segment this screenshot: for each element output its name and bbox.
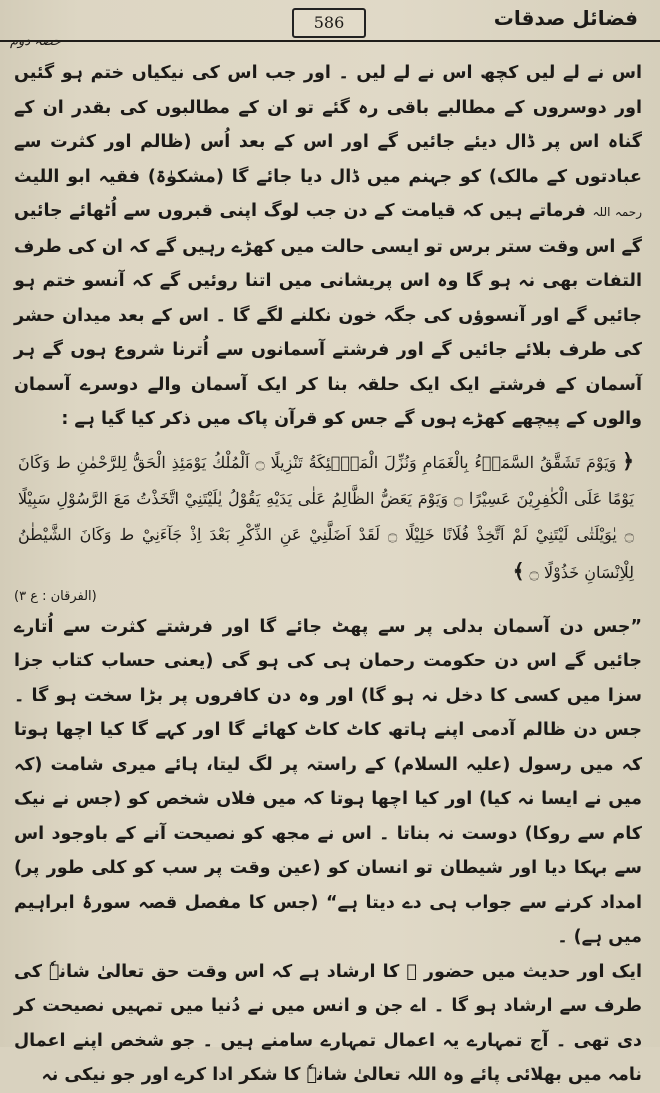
paragraph-1-text: اس نے لے لیں کچھ اس نے لے لیں ۔ اور جب اس کی نیکیاں ختم ہو گئیں اور دوسروں کے مطالبے باقی رہ گئے تو ان کے مطالبوں کی بقدر ان کے گناہ اس پر ڈال دیئے جائیں گے اور اس کے بعد اُس (ظالم اور کثرت سے عبادتوں کے مالک) کو جہنم میں ڈال دیا جائے گا (مشکوٰۃ) فقیہ ابو اللیث	[14, 63, 642, 187]
ornate-bracket-open: ﴿	[622, 448, 634, 473]
header-divider	[0, 40, 660, 42]
paragraph-translation: ”جس دن آسمان بدلی پر سے پھٹ جائے گا اور فرشتے کثرت سے اُتارے جائیں گے اس دن حکومت رحمان ہی کی ہو گی (یعنی حساب کتاب جزا سزا میں کسی کا دخل نہ ہو گا) اور وہ دن کافروں پر بڑا سخت ہو گا ۔ جس دن ظالم آدمی اپنے ہاتھ کاٹ کاٹ کھائے گا اور کہے گا کیا اچھا ہوتا کہ میں رسول (علیہ السلام) کے راستہ پر لگ لیتا، ہائے میری شامت (کہ میں نے ایسا نہ کیا) اور کیا اچھا ہوتا کہ میں فلاں شخص کو (جس نے نیک کام سے روکا) دوست نہ بناتا ۔ اس نے مجھ کو نصیحت آنے کے باوجود اس سے بہکا دیا اور شیطان تو انسان کو (عین وقت پر سب کو کلی طور پر) امداد کرنے سے جواب ہی دے دیتا ہے“ (جس کا مفصل قصہ سورۂ ابراہیم میں ہے) ۔	[14, 616, 642, 947]
page-body	[14, 56, 642, 1093]
section-label: حصہ دوم	[10, 34, 62, 49]
page-header	[0, 0, 660, 49]
ornate-bracket-close: ﴾	[512, 558, 525, 583]
book-title: فضائل صدقات	[493, 6, 638, 30]
quran-verse-text: وَيَوْمَ تَشَقَّقُ السَّمَاۤءُ بِالْغَمَامِ وَنُزِّلَ الْمَلٰۤئِكَةُ تَنْزِيلًا ۝ اَلْمُلْكُ يَوْمَئِذِ الْحَقُّ لِلرَّحْمٰنِ ط وَكَانَ يَوْمًا عَلَى الْكٰفِرِيْنَ عَسِيْرًا ۝ وَيَوْمَ يَعَضُّ الظَّالِمُ عَلٰى يَدَيْهِ يَقُوْلُ يٰلَيْتَنِيْ اتَّخَذْتُ مَعَ الرَّسُوْلِ سَبِيْلًا ۝ يٰوَيْلَتٰى لَيْتَنِيْ لَمْ اَتَّخِذْ فُلَانًا خَلِيْلًا ۝ لَقَدْ اَضَلَّنِيْ عَنِ الذِّكْرِ بَعْدَ اِذْ جَآءَنِيْ ط وَكَانَ الشَّيْطٰنُ لِلْاِنْسَانِ خَذُوْلًا ۝	[18, 452, 635, 582]
verse-reference: (الفرقان : ع ۳)	[14, 588, 97, 604]
page-number: 586	[292, 8, 366, 38]
paragraph-hadith: ایک اور حدیث میں حضور ﷺ کا ارشاد ہے کہ اس وقت حق تعالیٰ شانہٗ کی طرف سے ارشاد ہو گا ۔ اے جن و انس میں نے دُنیا میں تمہیں نصیحت کر دی تھی ۔ آج تمہارے یہ اعمال تمہارے سامنے ہیں ۔ جو شخص اپنے اعمال نامہ میں بھلائی پائے وہ اللہ تعالیٰ شانہٗ کا شکر ادا کرے اور جو نیکی نہ	[14, 961, 642, 1085]
paragraph-1	[14, 56, 642, 437]
paragraph-1-continued: فرماتے ہیں کہ قیامت کے دن جب لوگ اپنی قبروں سے اُٹھائے جائیں گے اس وقت ستر برس تو ایسی حالت میں کھڑے رہیں گے کہ ان کی طرف التفات بھی نہ ہو گا وہ اس پریشانی میں اتنا روئیں گے کہ آنسو ختم ہو جائیں گے اور آنسوؤں کی جگہ خون نکلنے لگے گا ۔ اس کے بعد میدان حشر کی طرف بلائے جائیں گے اور فرشتے آسمانوں سے اُترنا شروع ہوں گے ہر آسمان کے فرشتے ایک ایک حلقہ بنا کر ایک آسمان والے دوسرے آسمان والوں کے پیچھے کھڑے ہوں گے جس کو قرآن پاک میں ذکر کیا گیا ہے :	[14, 201, 642, 429]
honorific-note: رحمہ اللہ	[592, 205, 643, 219]
quran-verse	[18, 443, 634, 591]
